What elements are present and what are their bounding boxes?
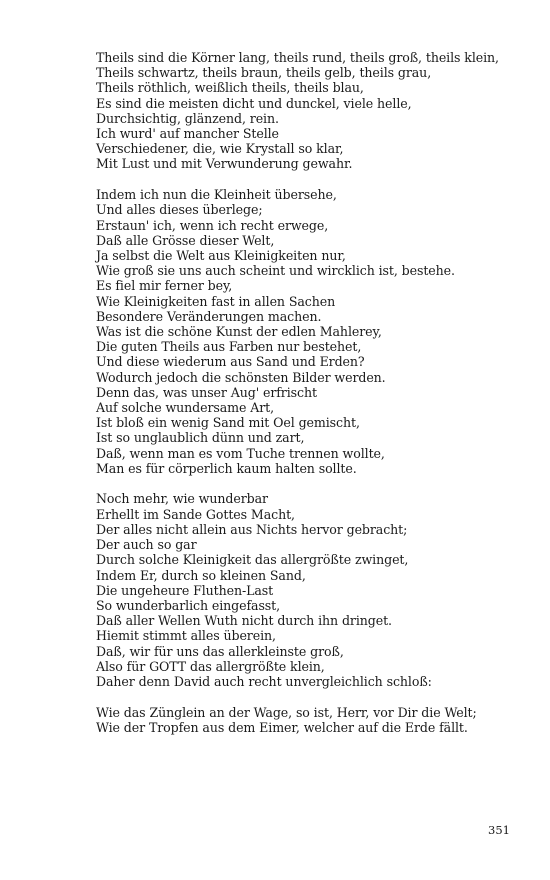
verse-line: Und alles dieses überlege;: [96, 202, 263, 218]
verse-line: Ist bloß ein wenig Sand mit Oel gemischt,: [96, 415, 360, 431]
poem-text: [96, 50, 536, 735]
page-number: 351: [488, 823, 510, 837]
verse-line: Besondere Veränderungen machen.: [96, 308, 322, 324]
verse-line: Der alles nicht allein aus Nichts hervor gebracht;: [96, 521, 408, 537]
verse-line: Denn das, was unser Aug' erfrischt: [96, 384, 317, 400]
verse-line: Noch mehr, wie wunderbar: [96, 491, 268, 507]
verse-line: Und diese wiederum aus Sand und Erden?: [96, 354, 365, 370]
verse-line: Die ungeheure Fluthen-Last: [96, 582, 274, 598]
verse-line: Durchsichtig, glänzend, rein.: [96, 110, 279, 126]
verse-line: Ist so unglaublich dünn und zart,: [96, 430, 305, 446]
verse-line: Wie Kleinigkeiten fast in allen Sachen: [96, 293, 336, 309]
verse-line: Also für GOTT das allergrößte klein,: [96, 658, 325, 674]
verse-line: Daß alle Grösse dieser Welt,: [96, 232, 275, 248]
verse-line: Hiemit stimmt alles überein,: [96, 628, 276, 644]
verse-line: Indem Er, durch so kleinen Sand,: [96, 567, 306, 583]
verse-line: Was ist die schöne Kunst der edlen Mahlerey,: [96, 323, 382, 339]
verse-line: Ja selbst die Welt aus Kleinigkeiten nur,: [96, 247, 346, 263]
stanza: [96, 50, 536, 172]
verse-line: Theils röthlich, weißlich theils, theils blau,: [96, 80, 364, 96]
verse-line: Es fiel mir ferner bey,: [96, 278, 233, 294]
verse-line: Theils sind die Körner lang, theils rund, theils groß, theils klein,: [96, 50, 499, 65]
verse-line: Wie das Zünglein an der Wage, so ist, Herr, vor Dir die Welt;: [96, 704, 477, 720]
verse-line: Wie groß sie uns auch scheint und wircklich ist, bestehe.: [96, 263, 455, 279]
verse-line: Ich wurd' auf mancher Stelle: [96, 126, 279, 142]
verse-line: Indem ich nun die Kleinheit übersehe,: [96, 187, 337, 203]
verse-line: Mit Lust und mit Verwunderung gewahr.: [96, 156, 353, 172]
stanza: [96, 705, 536, 735]
stanza: [96, 187, 536, 476]
verse-line: Theils schwartz, theils braun, theils gelb, theils grau,: [96, 65, 432, 81]
verse-line: Der auch so gar: [96, 537, 197, 553]
verse-line: Daher denn David auch recht unvergleichlich schloß:: [96, 673, 432, 689]
verse-line: Daß, wenn man es vom Tuche trennen wollte,: [96, 445, 385, 461]
verse-line: Es sind die meisten dicht und dunckel, viele helle,: [96, 95, 412, 111]
verse-line: So wunderbarlich eingefasst,: [96, 597, 281, 613]
verse-line: Auf solche wundersame Art,: [96, 399, 275, 415]
verse-line: Daß, wir für uns das allerkleinste groß,: [96, 643, 344, 659]
verse-line: Durch solche Kleinigkeit das allergrößte zwinget,: [96, 552, 409, 568]
stanza: [96, 491, 536, 689]
verse-line: Wie der Tropfen aus dem Eimer, welcher auf die Erde fällt.: [96, 719, 468, 735]
verse-line: Die guten Theils aus Farben nur bestehet,: [96, 339, 362, 355]
verse-line: Erhellt im Sande Gottes Macht,: [96, 506, 295, 522]
verse-line: Daß aller Wellen Wuth nicht durch ihn dringet.: [96, 613, 392, 629]
verse-line: Man es für cörperlich kaum halten sollte.: [96, 460, 357, 476]
verse-line: Wodurch jedoch die schönsten Bilder werden.: [96, 369, 386, 385]
verse-line: Erstaun' ich, wenn ich recht erwege,: [96, 217, 329, 233]
verse-line: Verschiedener, die, wie Krystall so klar,: [96, 141, 344, 157]
